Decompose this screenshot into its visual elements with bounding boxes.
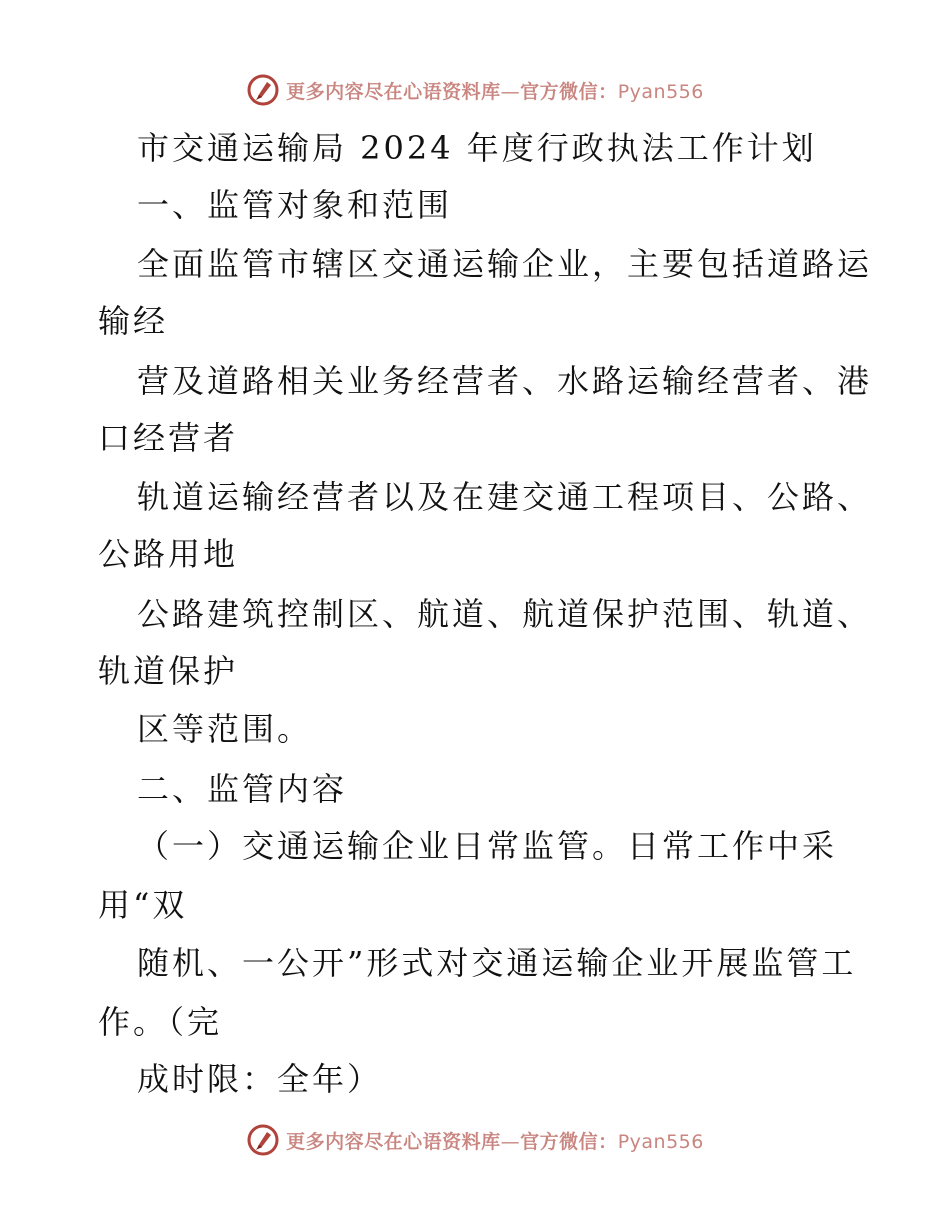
paragraph-line: 区等范围。 — [137, 710, 313, 748]
paragraph-line: 作。（完 — [98, 1003, 223, 1041]
paragraph-line: 轨道运输经营者以及在建交通工程项目、公路、 — [137, 478, 873, 516]
footer-watermark — [0, 1120, 950, 1160]
pen-nib-circle-icon — [246, 73, 280, 107]
paragraph-line: 随机、一公开”形式对交通运输企业开展监管工 — [137, 944, 857, 982]
header-watermark — [0, 70, 950, 110]
paragraph-line: 营及道路相关业务经营者、水路运输经营者、港 — [137, 362, 873, 400]
paragraph-line: 成时限：全年） — [137, 1060, 383, 1098]
paragraph-line: 轨道保护 — [98, 652, 239, 690]
paragraph-line: 用“双 — [98, 886, 188, 924]
paragraph-line: 公路建筑控制区、航道、航道保护范围、轨道、 — [137, 595, 873, 633]
section-heading: 一、监管对象和范围 — [137, 186, 453, 224]
watermark-text: 更多内容尽在心语资料库—官方微信：Pyan556 — [286, 1130, 704, 1153]
paragraph-line: 口经营者 — [98, 419, 239, 457]
watermark-text: 更多内容尽在心语资料库—官方微信：Pyan556 — [286, 80, 704, 103]
paragraph-line: 输经 — [98, 302, 169, 340]
paragraph-line: 全面监管市辖区交通运输企业，主要包括道路运 — [137, 245, 873, 283]
pen-nib-circle-icon — [246, 1123, 280, 1157]
paragraph-line: 公路用地 — [98, 535, 239, 573]
section-heading: 二、监管内容 — [137, 770, 348, 808]
paragraph-line: （一）交通运输企业日常监管。日常工作中采 — [137, 827, 838, 865]
document-title: 市交通运输局 2024 年度行政执法工作计划 — [137, 129, 817, 167]
